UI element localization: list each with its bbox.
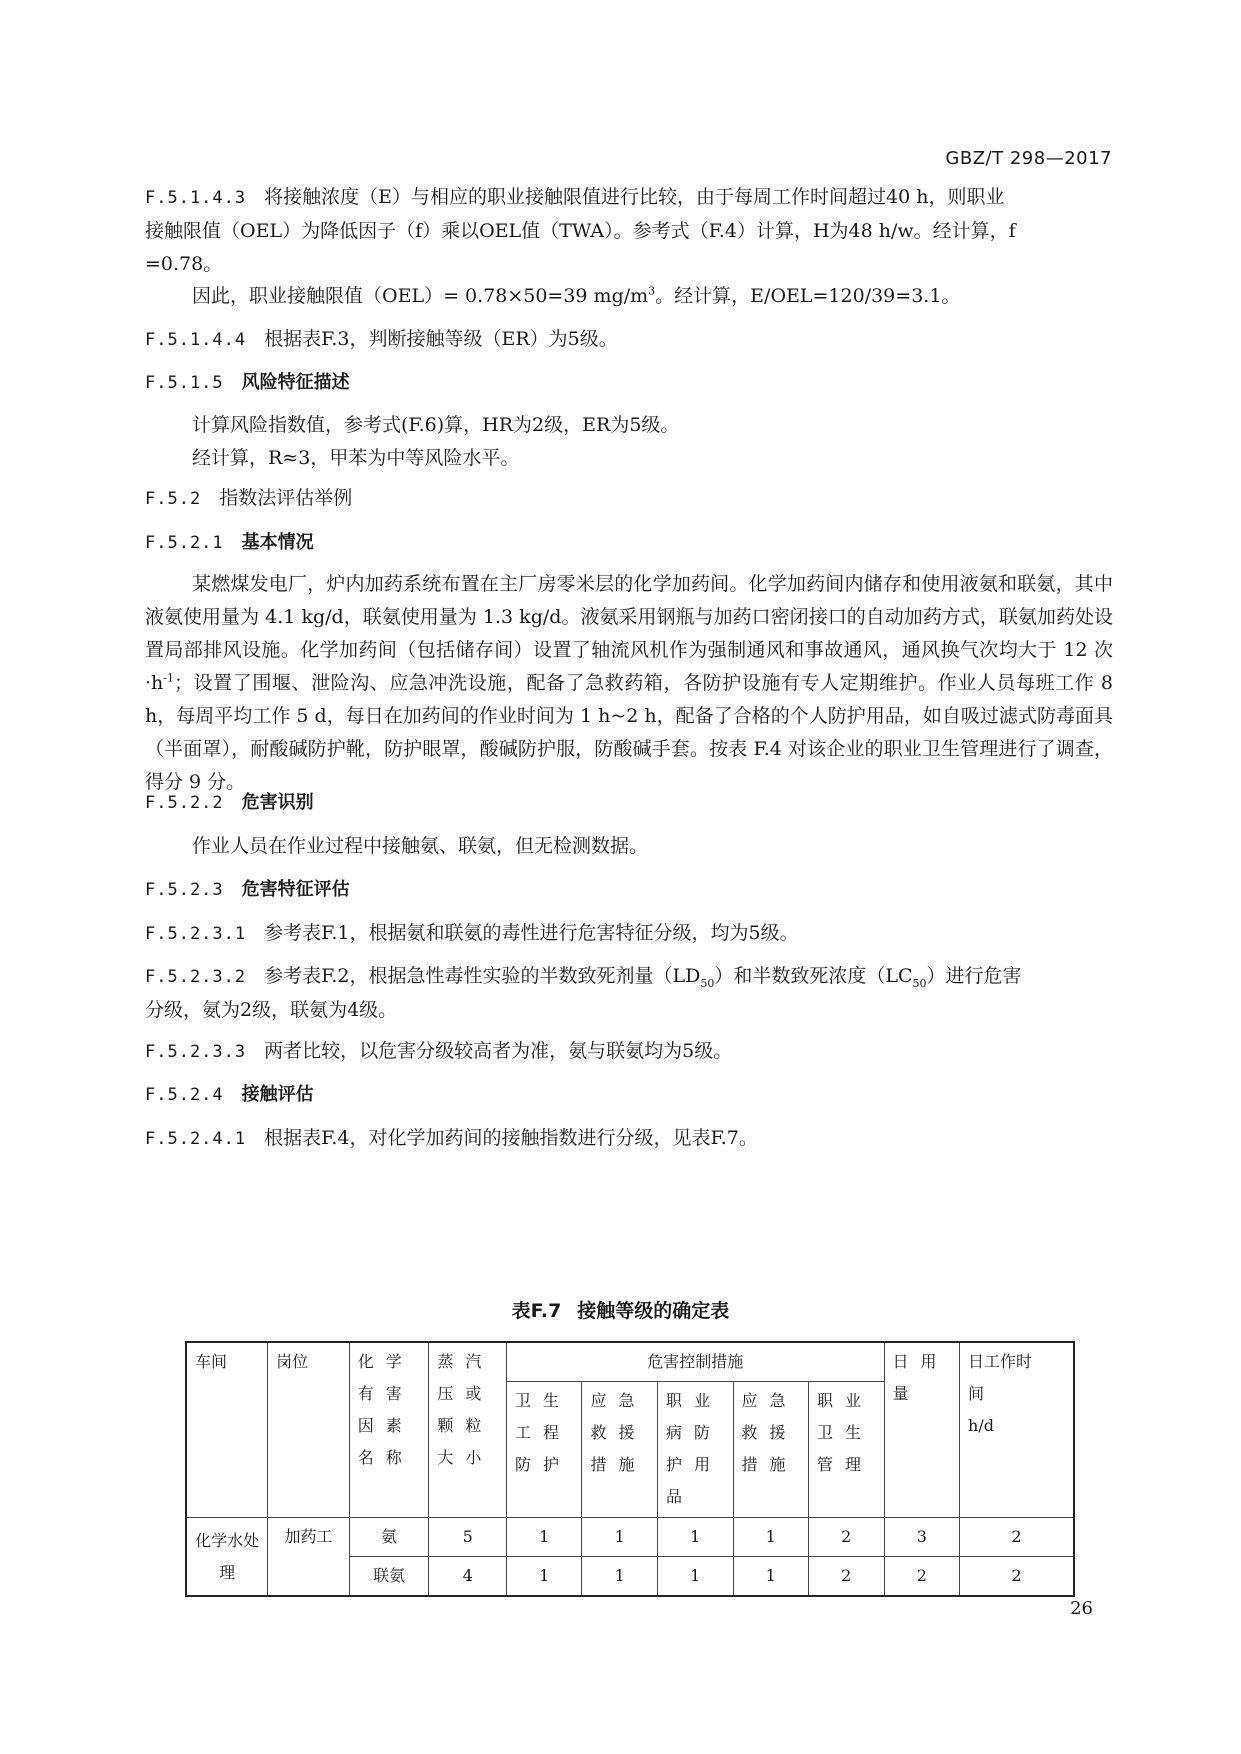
heading-f524: [145, 1078, 1113, 1112]
clause-title: 指数法评估举例: [219, 487, 353, 509]
cell-workshop: 化学水处理: [186, 1518, 268, 1597]
cell-emergency-2: 1: [733, 1557, 809, 1597]
heading-f52: [145, 482, 1113, 516]
heading-f523: [145, 873, 1113, 907]
clause-title: 危害识别: [241, 792, 314, 813]
cell-engineering: 1: [506, 1557, 582, 1597]
header-time-unit: h/d: [968, 1416, 994, 1435]
table-label: 表F.7: [511, 1300, 562, 1322]
text: ）进行危害: [926, 965, 1022, 987]
cell-time: 2: [960, 1518, 1074, 1557]
clause-text: 根据表F.4，对化学加药间的接触指数进行分级，见表F.7。: [264, 1127, 758, 1149]
subscript: 50: [700, 976, 715, 990]
clause-number: F.5.1.4.3: [145, 188, 247, 208]
cell-time: 2: [960, 1557, 1074, 1597]
cell-ppe: 1: [657, 1557, 733, 1597]
header-usage: 日用量: [884, 1342, 960, 1518]
table-row: [186, 1518, 1074, 1557]
table-caption: [0, 1296, 1241, 1323]
clause-title: 风险特征描述: [241, 372, 350, 393]
text: ）和半数致死浓度（LC: [714, 965, 913, 987]
clause-f51444: [145, 323, 1113, 357]
heading-f521: [145, 526, 1113, 560]
cell-post: 加药工: [268, 1518, 350, 1597]
cell-emergency-2: 1: [733, 1518, 809, 1557]
clause-number: F.5.1.4.4: [145, 330, 247, 350]
text: 。经计算，E/OEL=120/39=3.1。: [655, 285, 961, 307]
paragraph-identification: 作业人员在作业过程中接触氨、联氨，但无检测数据。: [192, 835, 649, 857]
clause-number: F.5.2: [145, 489, 202, 509]
clause-text-line: 接触限值（OEL）为降低因子（f）乘以OEL值（TWA）。参考式（F.4）计算，H为48 h/w。经计算，f: [145, 220, 1016, 242]
cell-management: 2: [809, 1557, 885, 1597]
cell-factor: 氨: [349, 1518, 429, 1557]
subscript: 50: [912, 976, 927, 990]
clause-f5233: [145, 1035, 1113, 1069]
clause-number: F.5.2.3.1: [145, 924, 247, 944]
clause-text: 参考表F.1，根据氨和联氨的毒性进行危害特征分级，均为5级。: [264, 922, 799, 944]
header-time: [960, 1342, 1074, 1518]
header-emergency-1: 应急救援措施: [582, 1382, 658, 1518]
clause-number: F.5.2.3.2: [145, 967, 247, 987]
cell-emergency-1: 1: [582, 1518, 658, 1557]
text: 某燃煤发电厂，炉内加药系统布置在主厂房零米层的化学加药间。化学加药间内储存和使用液氨和联氨，其中液氨使用量为 4.1 kg/d，联氨使用量为 1.3 kg/d。液氨采用钢瓶与加药口密闭接口的自动加药方式，联氨加药处设置局部排风设施。化学加药间（包括储存间）设置了轴流风机作为强制通风和事故通风，通风换气次均大于 12 次·h: [145, 573, 1113, 694]
heading-f522: [145, 786, 1113, 820]
clause-f5231: [145, 917, 1113, 951]
clause-title: 接触评估: [241, 1084, 314, 1105]
clause-number: F.5.1.5: [145, 373, 224, 393]
text: 因此，职业接触限值（OEL）= 0.78×50=39 mg/m: [192, 285, 649, 307]
cell-vapor: 5: [429, 1518, 507, 1557]
clause-f5241: [145, 1122, 1113, 1156]
header-engineering: 卫生工程防护: [506, 1382, 582, 1518]
exposure-grade-table: [185, 1341, 1075, 1597]
clause-text: 两者比较，以危害分级较高者为准，氨与联氨均为5级。: [264, 1040, 733, 1062]
heading-f515: [145, 366, 1113, 400]
header-workshop: 车间: [186, 1342, 268, 1518]
header-vapor: 蒸汽压或颗粒大小: [429, 1342, 507, 1518]
header-factor: 化学有害因素名称: [349, 1342, 429, 1518]
clause-text: 将接触浓度（E）与相应的职业接触限值进行比较，由于每周工作时间超过40 h，则职业: [264, 186, 1005, 208]
cell-management: 2: [809, 1518, 885, 1557]
table-title: 接触等级的确定表: [577, 1300, 730, 1322]
text: 参考表F.2，根据急性毒性实验的半数致死剂量（LD: [264, 965, 701, 987]
clause-title: 危害特征评估: [241, 879, 350, 900]
paragraph-basic-info: [145, 568, 1113, 799]
clause-f5232: [145, 960, 1113, 1027]
superscript: 3: [648, 284, 656, 298]
standard-code: GBZ/T 298—2017: [945, 148, 1112, 169]
clause-number: F.5.2.3.3: [145, 1042, 247, 1062]
paragraph-oel: [145, 280, 1113, 313]
cell-vapor: 4: [429, 1557, 507, 1597]
header-management: 职业卫生管理: [809, 1382, 885, 1518]
cell-usage: 2: [884, 1557, 960, 1597]
paragraph-risk: [145, 409, 1113, 475]
cell-factor: 联氨: [349, 1557, 429, 1597]
text-line: 计算风险指数值，参考式(F.6)算，HR为2级，ER为5级。: [192, 414, 680, 436]
header-time-label: 日工作时间: [968, 1352, 1033, 1403]
header-emergency-2: 应急救援措施: [733, 1382, 809, 1518]
cell-emergency-1: 1: [582, 1557, 658, 1597]
superscript: -1: [163, 671, 174, 685]
clause-text: 根据表F.3，判断接触等级（ER）为5级。: [264, 328, 618, 350]
header-ppe: 职业病防护用品: [657, 1382, 733, 1518]
cell-usage: 3: [884, 1518, 960, 1557]
text: ；设置了围堰、泄险沟、应急冲洗设施，配备了急救药箱，各防护设施有专人定期维护。作业人员每班工作 8 h，每周平均工作 5 d，每日在加药间的作业时间为 1 h~2 h，配备了合格的个人防护用品，如自吸过滤式防毒面具（半面罩），耐酸碱防护靴，防护眼罩，酸碱防护服，防酸碱手套。按表 F.4 对该企业的职业卫生管理进行了调查，得分 9 分。: [145, 672, 1113, 793]
clause-number: F.5.2.2: [145, 793, 224, 813]
clause-number: F.5.2.1: [145, 533, 224, 553]
clause-number: F.5.2.4.1: [145, 1129, 247, 1149]
page-number: 26: [1070, 1598, 1093, 1619]
clause-text-line: =0.78。: [145, 253, 223, 275]
text-line: 分级，氨为2级，联氨为4级。: [145, 999, 398, 1021]
header-post: 岗位: [268, 1342, 350, 1518]
text-line: 经计算，R≈3，甲苯为中等风险水平。: [192, 447, 520, 469]
header-control-measures: 危害控制措施: [506, 1342, 884, 1382]
clause-number: F.5.2.3: [145, 880, 224, 900]
clause-number: F.5.2.4: [145, 1085, 224, 1105]
cell-ppe: 1: [657, 1518, 733, 1557]
cell-engineering: 1: [506, 1518, 582, 1557]
clause-title: 基本情况: [241, 532, 314, 553]
clause-f51443: [145, 181, 1113, 281]
